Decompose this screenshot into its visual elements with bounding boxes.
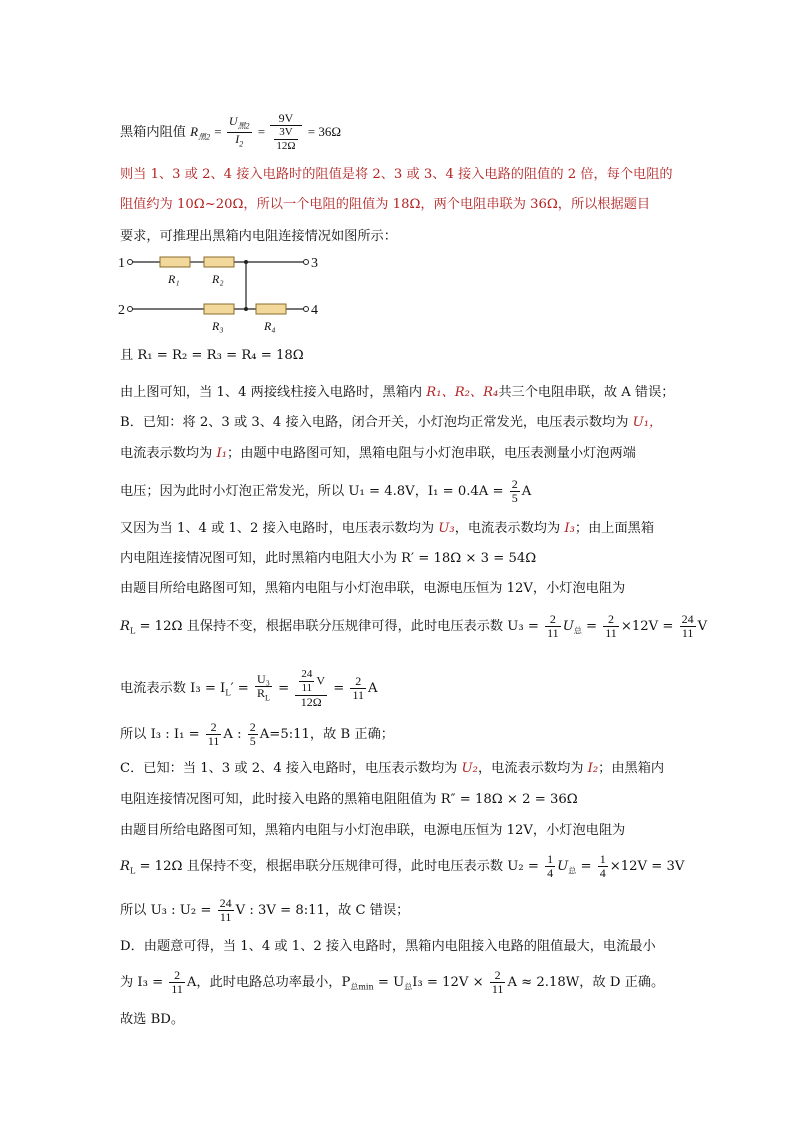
fraction [510, 478, 520, 505]
text: 由上图可知，当 1、4 两接线柱接入电路时，黑箱内 [120, 385, 427, 400]
numerator: 2 [511, 477, 518, 491]
highlight: I₂ [587, 761, 599, 776]
resistor-r4 [256, 304, 286, 314]
text: A [521, 484, 532, 499]
text: 电流表示数 I₃ = I [120, 681, 226, 696]
text-line-5: 且 R₁ = R₂ = R₃ = R₄ = 18Ω [120, 348, 304, 363]
text-line-17: 电阻连接情况图可知，此时接入电路的黑箱电阻阻值为 R″ = 18Ω × 2 = 36Ω [120, 792, 578, 807]
text-line-14: 电流表示数 $I_3 = I_L'$ = $\frac{\text{U₃}}{R_L}$ = $\frac{24}{11}$ V 12Ω = $\frac{2}{11}$ A [120, 668, 378, 709]
symbol: R [190, 124, 199, 139]
text: = 12Ω 且保持不变，根据串联分压规律可得，此时电压表示数 U₃ = [135, 619, 544, 634]
text-line-19: $R_L = 12\Omega$ 且保持不变，根据串联分压规律可得，此时电压表示数 U₂ = $\frac{1}{4}$ $U_总$ = $\frac{1}{4}$ ×12V = 3V [120, 852, 685, 880]
text-line-22: 为 I₃ = $\frac{2}{11}$ A，此时电路总功率最小，$P_{总min} = U_总I_3 = 12V$ × $\frac{2}{11}$ A ≈ 2.18W，故 D 正确。 [120, 968, 665, 996]
resistor-r2 [204, 257, 234, 267]
numerator: 9V [270, 112, 301, 126]
terminal-label-4: 4 [311, 303, 318, 318]
text: = 12Ω 且保持不变，根据串联分压规律可得，此时电压表示数 U₂ = [135, 859, 544, 874]
resistor-label-r2: R₂ [212, 272, 224, 286]
text-line-7 [120, 414, 662, 432]
fraction: $\frac{2}{11}$ [547, 612, 559, 640]
result: = 36Ω [307, 124, 341, 139]
fraction: $\frac{U_{黑2}}{I_2}$ [228, 113, 250, 149]
fraction: $\frac{24}{11}$ [219, 896, 232, 924]
text-line-4: 要求，可推理出黑箱内电阻连接情况如图所示： [120, 229, 397, 244]
text: 黑箱内阻值 [120, 125, 186, 140]
terminal-2 [128, 307, 133, 312]
highlight: U₁， [632, 415, 663, 430]
formula-line-1: 黑箱内阻值 $R_{黑2}$ = $\frac{U_{黑2}}{I_2}$ = $\frac{9V}{\frac{3V}{12\Omega}}$ = 36Ω [120, 111, 341, 152]
terminal-label-1: 1 [118, 256, 125, 271]
fraction: $\frac{\text{U₃}}{R_L}$ [257, 671, 270, 703]
denominator: 12Ω [276, 140, 296, 152]
text: 共三个电阻串联，故 A 错误； [498, 385, 675, 400]
symbol: U [562, 619, 574, 634]
resistor-r3 [204, 304, 234, 314]
highlight: U₃ [438, 521, 455, 536]
text-line-3 [120, 196, 650, 214]
text: 所以 U₃ : U₂ = [120, 903, 216, 918]
terminal-4 [304, 307, 309, 312]
text: B．已知：将 2、3 或 3、4 接入电路，闭合开关，小灯泡均正常发光，电压表示数均为 [120, 415, 633, 430]
text-line-23: 故选 BD。 [120, 1012, 185, 1027]
highlight: I₁ [216, 446, 228, 461]
terminal-label-2: 2 [118, 303, 125, 318]
text: ，电流表示数均为 [477, 761, 588, 776]
denominator: I [235, 132, 240, 146]
text: 电压；因为此时小灯泡正常发光，所以 U₁ = 4.8V，I₁ = 0.4A = [120, 484, 508, 499]
fraction: $\frac{1}{4}$ [599, 852, 606, 880]
numerator: 3V [274, 126, 297, 140]
fraction [270, 112, 301, 153]
text-line-20: 所以 U₃ : U₂ = $\frac{24}{11}$ V : 3V = 8:11，故 C 错误； [120, 896, 410, 924]
fraction: $\frac{2}{5}$ [249, 720, 256, 748]
text-line-2: 则当 1、3 或 2、4 接入电路时的阻值是将 2、3 或 3、4 接入电路的阻值的 2 倍，每个电阻的 [120, 167, 673, 182]
denominator: 5 [511, 491, 518, 505]
resistor-label-r4: R₄ [264, 319, 276, 333]
fraction: $\frac{2}{11}$ [171, 968, 183, 996]
fraction: $\frac{2}{11}$ [491, 968, 504, 996]
text-line-12: 由题目所给电路图可知，黑箱内电阻与小灯泡串联，电源电压恒为 12V，小灯泡电阻为 [120, 581, 626, 596]
text: 阻值约为 10Ω~20Ω，所以一个电阻的阻值为 18Ω，两个电阻串联为 36Ω， [120, 197, 571, 212]
text-line-6 [120, 384, 675, 402]
text: 所以根据题目 [570, 197, 651, 212]
text: ，电流表示数均为 [454, 521, 565, 536]
black-box-circuit-diagram [118, 250, 338, 340]
fraction: $\frac{2}{11}$ [207, 720, 220, 748]
text-line-8 [120, 445, 636, 463]
fraction: $\frac{2}{11}$ [605, 612, 617, 640]
text-line-11: 内电阻连接情况图可知，此时黑箱内电阻大小为 R′ = 18Ω × 3 = 54Ω [120, 551, 537, 566]
text: 电流表示数均为 [120, 446, 217, 461]
terminal-3 [304, 260, 309, 265]
text-line-21: D．由题意可得，当 1、4 或 1、2 接入电路时，黑箱内电阻接入电路的阻值最大，电流最小 [120, 939, 656, 954]
fraction: $\frac{24}{11}$ [681, 612, 694, 640]
junction-dot [244, 260, 248, 264]
numerator: U [228, 113, 238, 128]
fraction: $\frac{2}{11}$ [352, 674, 365, 702]
text: ；由题中电路图可知，黑箱电阻与小灯泡串联，电压表测量小灯泡两端 [227, 446, 636, 461]
symbol: U [557, 859, 569, 874]
text-line-10 [120, 520, 654, 538]
text: ；由黑箱内 [598, 761, 665, 776]
resistor-r1 [160, 257, 190, 267]
text: 又因为当 1、4 或 1、2 接入电路时，电压表示数均为 [120, 521, 439, 536]
text-line-15: 所以 I₃ : I₁ = $\frac{2}{11}$ A : $\frac{2}{5}$ A=5:11，故 B 正确； [120, 720, 394, 748]
symbol: R [120, 859, 130, 874]
fraction: $\frac{24}{11}$ V 12Ω [295, 668, 327, 709]
text-line-16 [120, 760, 664, 778]
junction-dot [244, 307, 248, 311]
fraction: $\frac{1}{4}$ [547, 852, 554, 880]
symbol: R [120, 619, 130, 634]
text: 为 I₃ = [120, 975, 168, 990]
terminal-1 [128, 260, 133, 265]
text: C．已知：当 1、3 或 2、4 接入电路时，电压表示数均为 [120, 761, 462, 776]
resistor-label-r3: R₃ [212, 319, 224, 333]
terminal-label-3: 3 [311, 256, 318, 271]
text-line-9 [120, 478, 531, 505]
text-line-13: $R_L = 12\Omega$ 且保持不变，根据串联分压规律可得，此时电压表示数 U₃ = $\frac{2}{11}$ $U_总$ = $\frac{2}{11}$ ×12V = $\frac{24}{11}$ V [120, 612, 708, 640]
highlight: R₁、R₂、R₄ [426, 385, 499, 400]
text: ；由上面黑箱 [574, 521, 655, 536]
highlight: U₂ [461, 761, 478, 776]
highlight: I₃ [564, 521, 575, 536]
resistor-label-r1: R₁ [168, 272, 180, 286]
text-line-18: 由题目所给电路图可知，黑箱内电阻与小灯泡串联，电源电压恒为 12V，小灯泡电阻为 [120, 823, 626, 838]
text: 所以 I₃ : I₁ = [120, 727, 204, 742]
